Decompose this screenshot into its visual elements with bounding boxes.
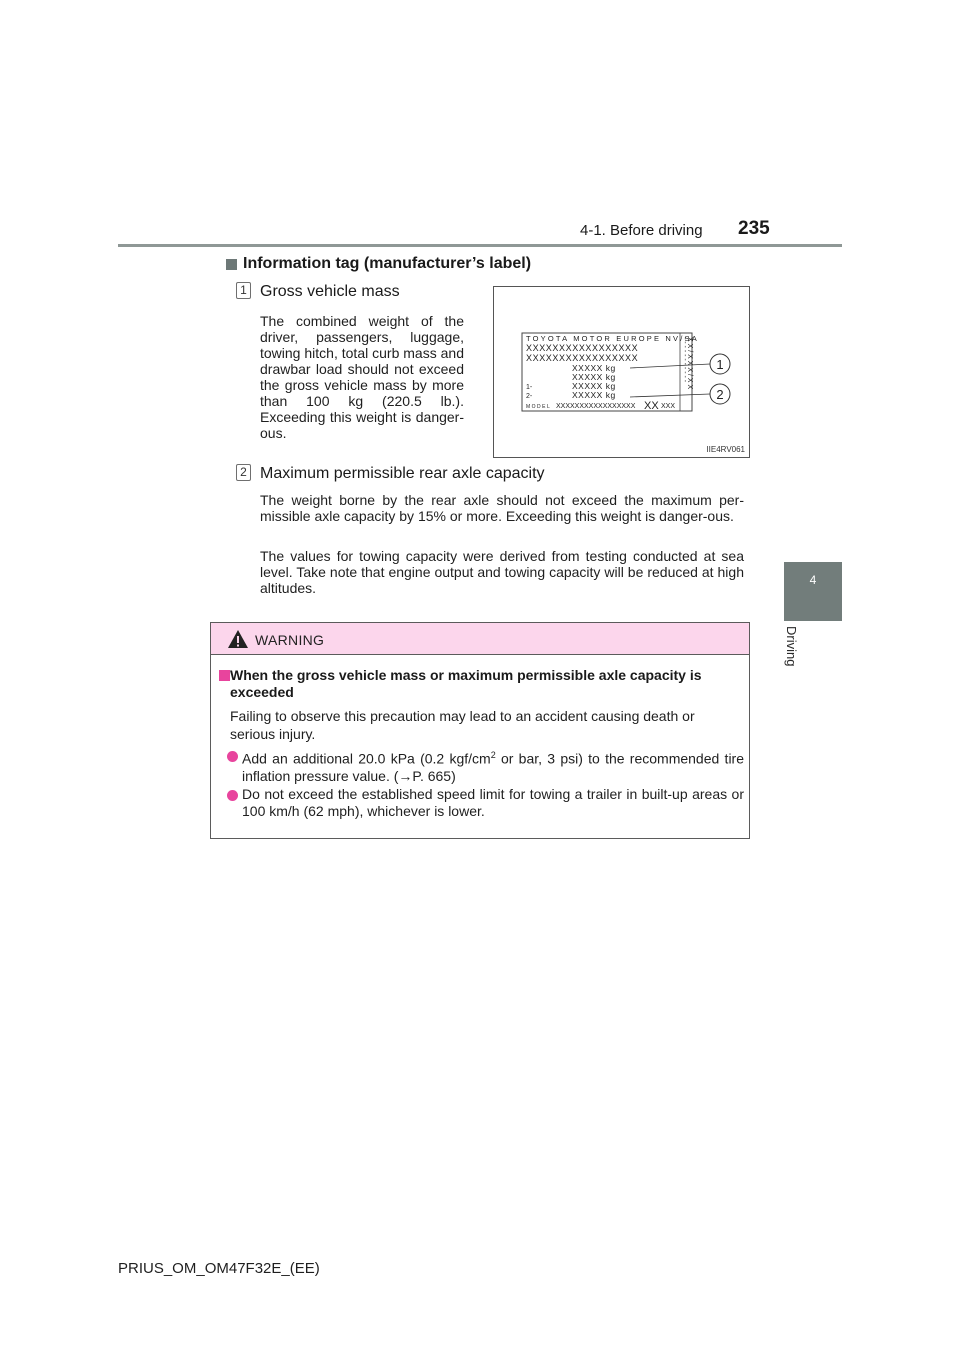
svg-text:X X / X X X / X X: X X / X X X / X X (686, 337, 693, 390)
item-2-description: The weight borne by the rear axle should not exceed the maximum per-missible axle capacity by 15% or more. Exceeding this weight is danger-ous. (260, 492, 744, 524)
arrow-icon: → (398, 767, 413, 784)
heading-square-icon (226, 259, 237, 270)
label-model-prefix: MODEL (526, 404, 552, 410)
page-number: 235 (738, 218, 770, 239)
warning-heading: When the gross vehicle mass or maximum permissible axle capacity is exceeded (230, 667, 702, 700)
item-1-title: Gross vehicle mass (260, 283, 400, 300)
label-model-suffix: XXX (661, 403, 676, 410)
bullet-1-dot-icon (227, 751, 238, 762)
chapter-tab (784, 562, 842, 621)
warning-triangle-icon (227, 629, 249, 649)
section-title: 4-1. Before driving (580, 222, 703, 239)
label-line-1: XXXXXXXXXXXXXXXXX (526, 343, 639, 353)
svg-text:- - - - - - - - - - -: - - - - - - - - - - - (681, 337, 688, 383)
chapter-label-text: Driving (784, 626, 799, 667)
bullet-2-dot-icon (227, 790, 238, 801)
warning-bullet-1: Add an additional 20.0 kPa (0.2 kgf/$cm^2$ or bar, 3 psi) to the recommended tire inflation pressure value. (→P. 665) (242, 750, 745, 784)
chapter-number: 4 (809, 573, 817, 587)
callout-1: 1 (716, 357, 724, 372)
chapter-label (783, 626, 803, 676)
item-2-number-badge: 2 (236, 464, 251, 481)
item-1-number-badge: 1 (236, 282, 251, 299)
information-tag-figure (493, 286, 750, 458)
item-2-title: Maximum permissible rear axle capacity (260, 465, 545, 482)
document-code: PRIUS_OM_OM47F32E_(EE) (118, 1260, 320, 1277)
warning-heading-square-icon (219, 670, 230, 681)
warning-title: WARNING (255, 632, 325, 648)
item-1-description: The combined weight of the driver, passengers, luggage, towing hitch, total curb mass and drawbar load should not exceed the gross vehicle mass by more than 100 kg (220.5 lb.). Exceeding this weight is danger-ous. (260, 313, 464, 441)
label-illustration (494, 287, 749, 457)
label-mass-2: XXXXX kg (572, 372, 616, 382)
warning-body: Failing to observe this precaution may lead to an accident causing death or serious injury. (230, 708, 695, 742)
warning-box (210, 622, 750, 839)
item-2-altitude-note: The values for towing capacity were derived from testing conducted at sea level. Take note that engine output and towing capacity will be reduced at high altitudes. (260, 548, 744, 596)
label-axle-1: XXXXX kg (572, 381, 616, 391)
label-rotated-column (681, 337, 693, 389)
label-line-2: XXXXXXXXXXXXXXXXX (526, 353, 639, 363)
label-axle-1-prefix: 1- (526, 384, 533, 391)
callout-2: 2 (716, 387, 724, 402)
warning-bullet-2: Do not exceed the established speed limit for towing a trailer in built-up areas or 100 km/h (62 mph), whichever is lower. (242, 786, 744, 819)
section-heading: Information tag (manufacturer’s label) (243, 255, 532, 272)
label-model-suffix-large: XX (644, 400, 659, 412)
header-divider (118, 244, 842, 247)
label-mass-1: XXXXX kg (572, 363, 616, 373)
label-axle-2: XXXXX kg (572, 390, 616, 400)
figure-code: IIE4RV061 (706, 445, 745, 454)
label-model-code: XXXXXXXXXXXXXXXXX (556, 403, 636, 410)
label-axle-2-prefix: 2- (526, 393, 533, 400)
warning-header (211, 623, 749, 655)
label-maker-text: TOYOTA MOTOR EUROPE NV/SA (526, 334, 699, 343)
